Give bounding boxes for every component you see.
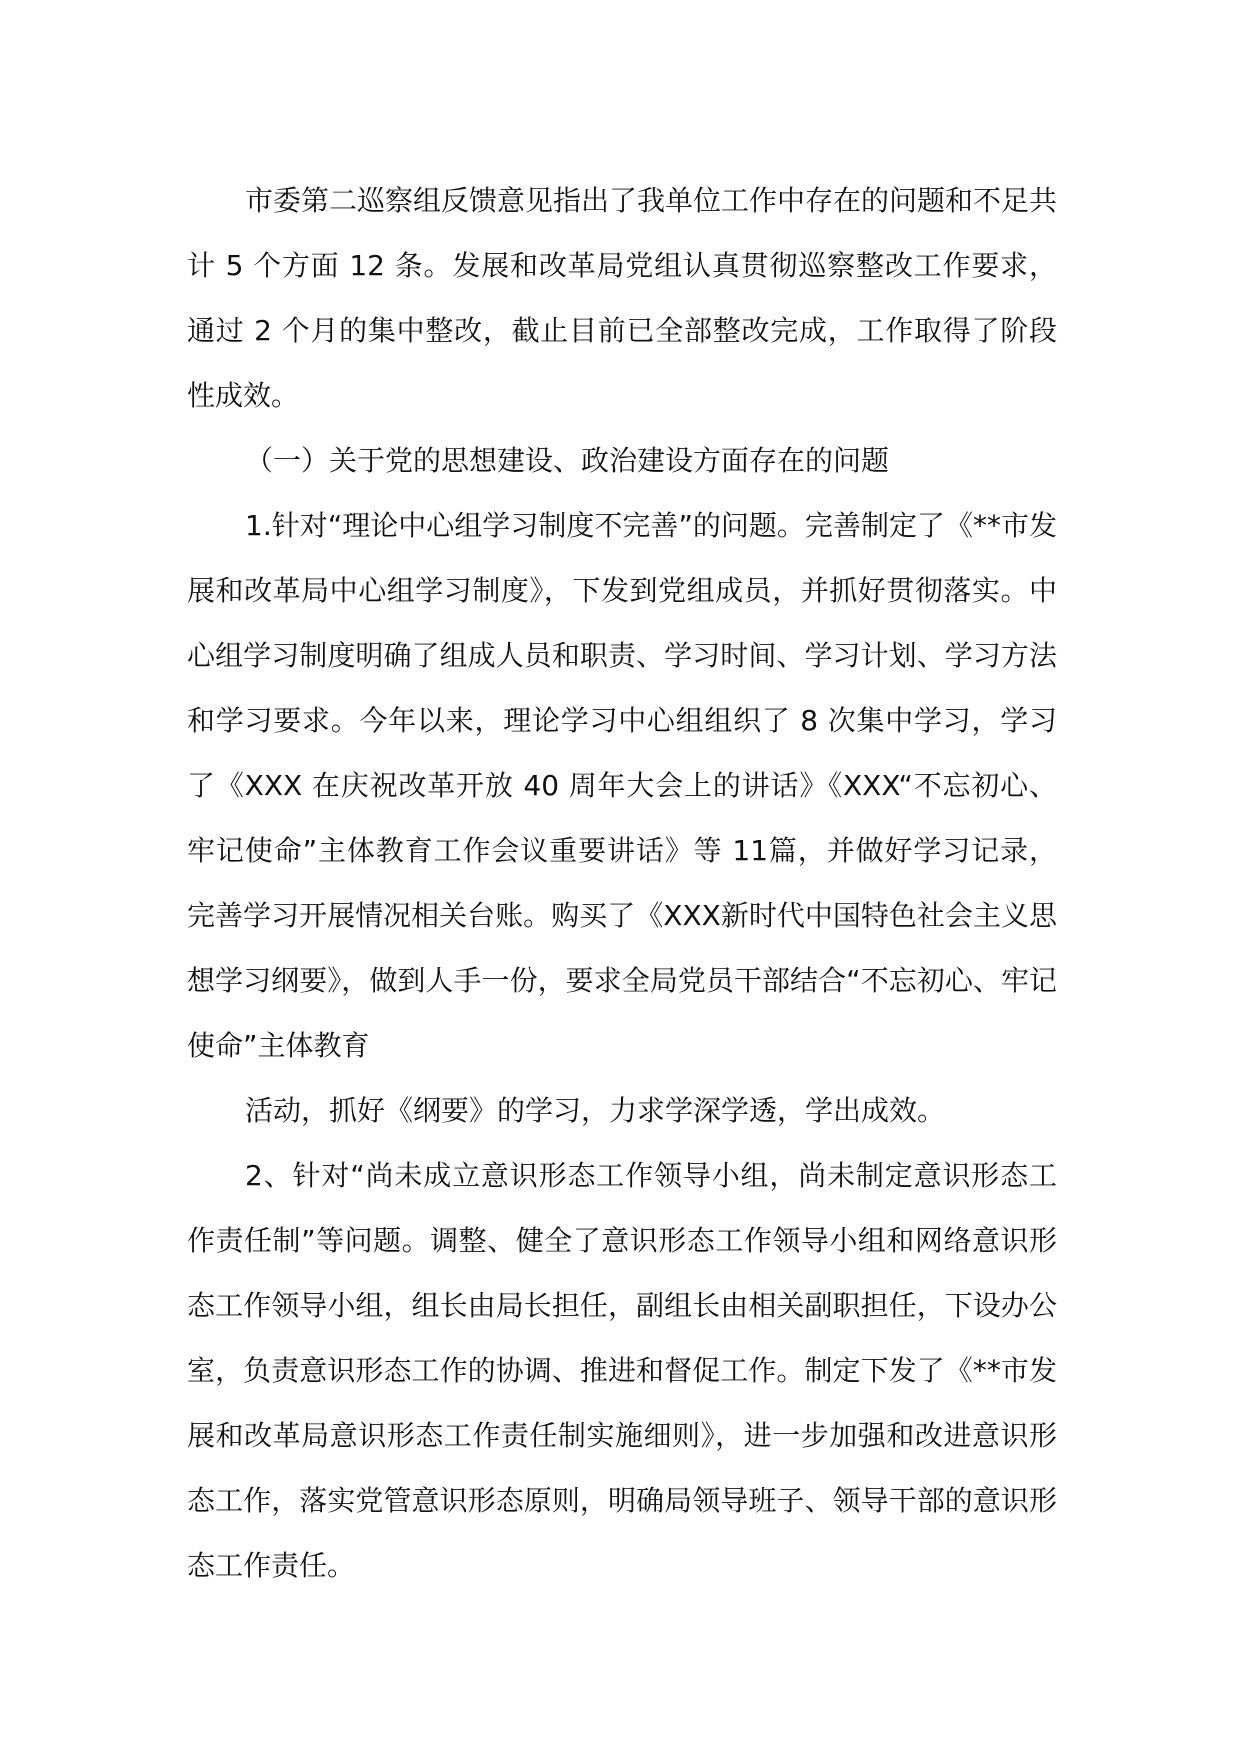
intro-paragraph: 市委第二巡察组反馈意见指出了我单位工作中存在的问题和不足共计 5 个方面 12 条。发展和改革局党组认真贯彻巡察整改工作要求，通过 2 个月的集中整改，截止目前已全部整改完成，工作取得了阶段性成效。 — [187, 184, 1058, 412]
item-1-continuation: 活动，抓好《纲要》的学习，力求学深学透，学出成效。 — [245, 1094, 946, 1127]
item-1-paragraph: 1.针对“理论中心组学习制度不完善”的问题。完善制定了《**市发展和改革局中心组学习制度》，下发到党组成员，并抓好贯彻落实。中心组学习制度明确了组成人员和职责、学习时间、学习计划、学习方法和学习要求。今年以来，理论学习中心组组织了 8 次集中学习，学习了《XXX 在庆祝改革开放 40 周年大会上的讲话》《XXX“不忘初心、牢记使命”主体教育工作会议重要讲话》等 11篇，并做好学习记录，完善学习开展情况相关台账。购买了《XXX新时代中国特色社会主义思想学习纲要》，做到人手一份，要求全局党员干部结合“不忘初心、牢记使命”主体教育 — [187, 509, 1057, 1062]
section-heading: （一）关于党的思想建设、政治建设方面存在的问题 — [245, 444, 890, 477]
item-2-paragraph: 2、针对“尚未成立意识形态工作领导小组，尚未制定意识形态工作责任制”等问题。调整、健全了意识形态工作领导小组和网络意识形态工作领导小组，组长由局长担任，副组长由相关副职担任，下设办公室，负责意识形态工作的协调、推进和督促工作。制定下发了《**市发展和改革局意识形态工作责任制实施细则》，进一步加强和改进意识形态工作，落实党管意识形态原则，明确局领导班子、领导干部的意识形态工作责任。 — [187, 1159, 1057, 1582]
document-body — [187, 168, 1057, 1598]
